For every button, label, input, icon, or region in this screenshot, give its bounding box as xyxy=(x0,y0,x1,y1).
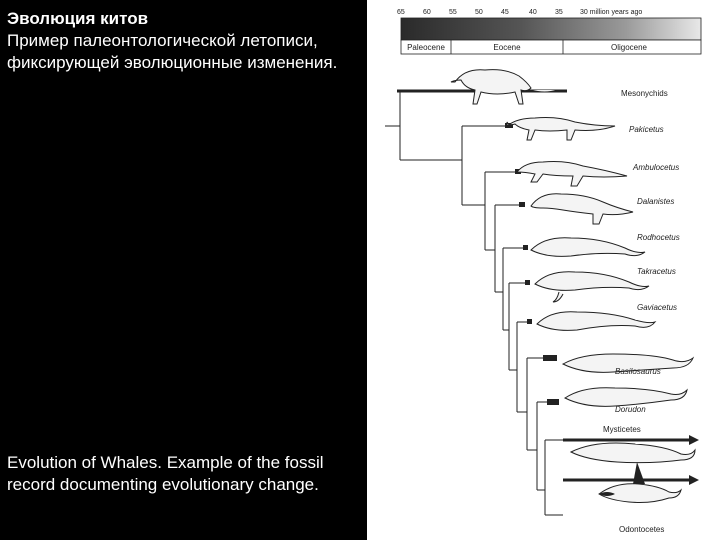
russian-caption-title: Эволюция китов xyxy=(7,9,149,28)
taxon-label-mysticetes: Mysticetes xyxy=(603,425,641,434)
epoch-label: Paleocene xyxy=(407,43,445,52)
epoch-band xyxy=(401,40,701,54)
dorudon-drawing xyxy=(565,388,687,407)
pakicetus-drawing xyxy=(507,118,615,141)
mysticete-drawing xyxy=(571,443,695,463)
phylogeny-svg xyxy=(367,0,720,540)
taxon-label-ambulocetus: Ambulocetus xyxy=(633,163,680,172)
tick-label: 60 xyxy=(423,9,431,16)
dalanistes-drawing xyxy=(531,194,633,224)
taxon-label-dorudon: Dorudon xyxy=(615,405,646,414)
whale-phylogeny-figure xyxy=(367,0,720,540)
epoch-label: Eocene xyxy=(493,43,521,52)
tick-label: 30 million years ago xyxy=(580,9,643,16)
taxon-label-basilosaurus: Basilosaurus xyxy=(615,367,661,376)
tick-label: 40 xyxy=(529,9,537,16)
tick-label: 45 xyxy=(501,9,509,16)
taxon-labels xyxy=(603,89,680,534)
taxon-label-mesonychids: Mesonychids xyxy=(621,89,668,98)
taxon-label-odontocetes: Odontocetes xyxy=(619,525,665,534)
tick-label: 55 xyxy=(449,9,457,16)
tick-label: 50 xyxy=(475,9,483,16)
phylogeny-branches xyxy=(385,91,567,515)
taxon-label-dalanistes: Dalanistes xyxy=(637,197,675,206)
tick-label: 35 xyxy=(555,9,563,16)
timescale-bar xyxy=(401,18,701,40)
taxon-label-gaviacetus: Gaviacetus xyxy=(637,303,678,312)
timescale-ticks xyxy=(397,9,642,16)
odontocete-drawing xyxy=(599,462,681,503)
rodhocetus-drawing xyxy=(531,238,645,257)
russian-caption-body: Пример палеонтологической летописи, фиксирующей эволюционные изменения. xyxy=(7,31,338,72)
takracetus-drawing xyxy=(535,272,649,302)
english-caption: Evolution of Whales. Example of the fossil record documenting evolutionary change. xyxy=(7,453,324,494)
taxon-label-pakicetus: Pakicetus xyxy=(629,125,664,134)
taxon-label-rodhocetus: Rodhocetus xyxy=(637,233,680,242)
ambulocetus-drawing xyxy=(517,162,627,187)
mesonychid-drawing xyxy=(451,70,557,104)
russian-caption xyxy=(7,8,357,74)
taxon-label-takracetus: Takracetus xyxy=(637,267,676,276)
epoch-label: Oligocene xyxy=(610,43,648,52)
tick-label: 65 xyxy=(397,9,405,16)
gaviacetus-drawing xyxy=(537,312,655,331)
